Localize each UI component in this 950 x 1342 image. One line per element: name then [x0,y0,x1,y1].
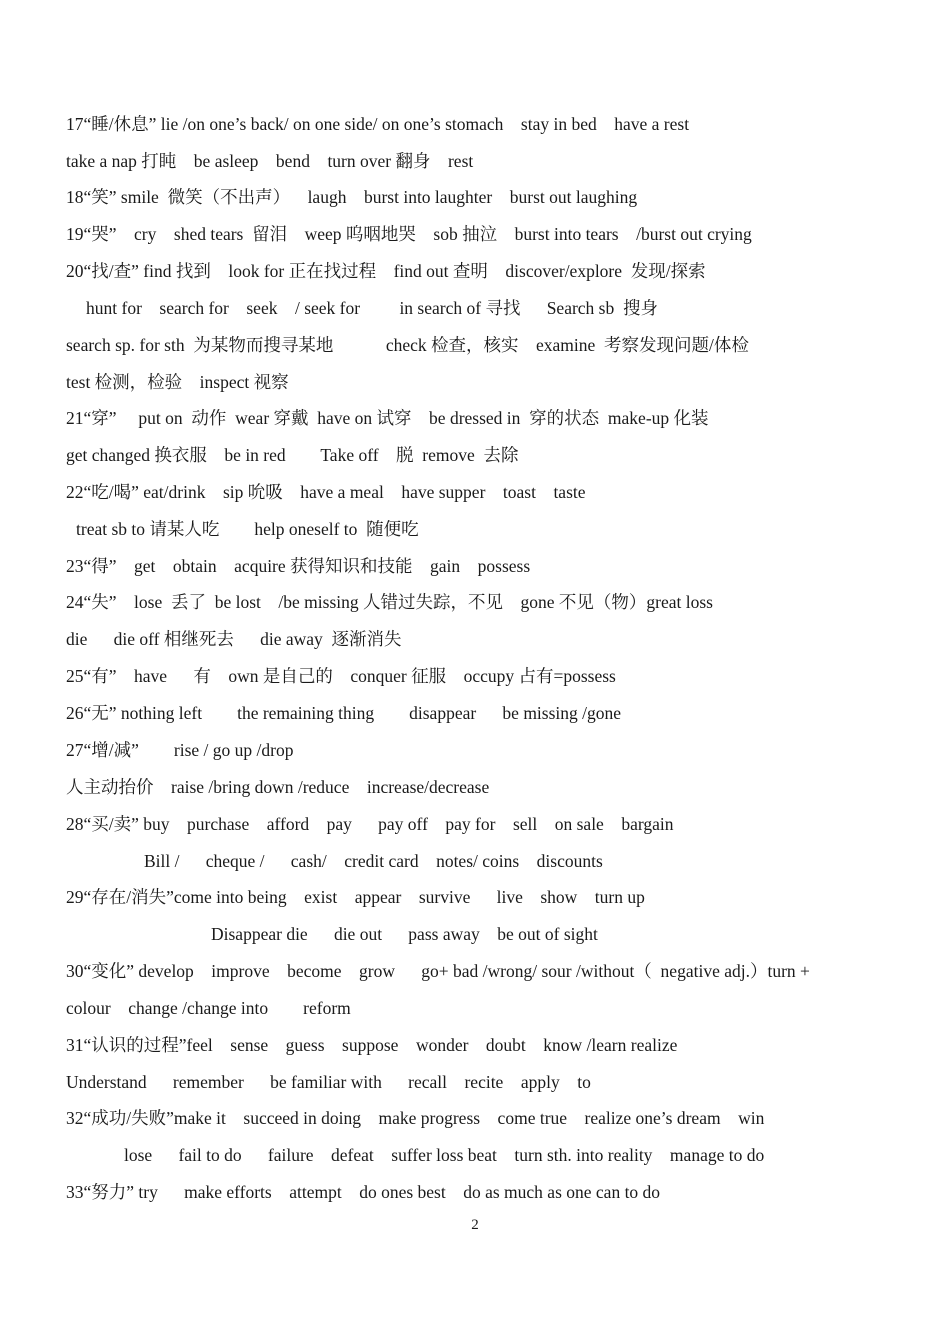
text-line: 29“存在/消失”come into being exist appear survive live show turn up [66,887,645,907]
text-line: 18“笑” smile 微笑（不出声） laugh burst into laughter burst out laughing [66,187,638,207]
text-line: test 检测，检验 inspect 视察 [66,372,289,392]
text-line: hunt for search for seek / seek for in search of 寻找 Search sb 搜身 [86,298,658,318]
text-line: colour change /change into reform [66,998,351,1018]
text-line: Understand remember be familiar with recall recite apply to [66,1072,591,1092]
text-line: 人主动抬价 raise /bring down /reduce increase/decrease [66,777,490,797]
text-line: 28“买/卖” buy purchase afford pay pay off pay for sell on sale bargain [66,814,674,834]
text-line: lose fail to do failure defeat suffer loss beat turn sth. into reality manage to do [124,1145,765,1165]
text-line: 17“睡/休息” lie /on one’s back/ on one side/ on one’s stomach stay in bed have a rest [66,114,690,134]
text-line: 26“无” nothing left the remaining thing disappear be missing /gone [66,703,622,723]
text-line: 21“穿” put on 动作 wear 穿戴 have on 试穿 be dressed in 穿的状态 make-up 化装 [66,408,709,428]
text-line: treat sb to 请某人吃 help oneself to 随便吃 [76,519,419,539]
text-line: Disappear die die out pass away be out of sight [211,924,598,944]
text-line: 27“增/减” rise / go up /drop [66,740,294,760]
text-line: 19“哭” cry shed tears 留泪 weep 呜咽地哭 sob 抽泣 burst into tears /burst out crying [66,224,752,244]
text-line: 25“有” have 有 own 是自己的 conquer 征服 occupy 占有=possess [66,666,616,686]
text-line: 32“成功/失败”make it succeed in doing make progress come true realize one’s dream win [66,1108,765,1128]
page-number: 2 [471,1217,479,1233]
text-line: get changed 换衣服 be in red Take off 脱 remove 去除 [66,445,519,465]
text-line: 31“认识的过程”feel sense guess suppose wonder doubt know /learn realize [66,1035,678,1055]
text-line: 30“变化” develop improve become grow go+ bad /wrong/ sour /without（ negative adj.）turn + [66,961,810,981]
text-line: 33“努力” try make efforts attempt do ones best do as much as one can to do [66,1182,661,1202]
text-line: 23“得” get obtain acquire 获得知识和技能 gain possess [66,556,531,576]
text-line: take a nap 打盹 be asleep bend turn over 翻身 rest [66,151,474,171]
text-line: 24“失” lose 丢了 be lost /be missing 人错过失踪，不见 gone 不见（物）great loss [66,592,713,612]
text-line: search sp. for sth 为某物而搜寻某地 check 检查，核实 examine 考察发现问题/体检 [66,335,749,355]
text-line: Bill / cheque / cash/ credit card notes/ coins discounts [144,851,603,871]
text-line: die die off 相继死去 die away 逐渐消失 [66,629,402,649]
text-line: 20“找/查” find 找到 look for 正在找过程 find out 查明 discover/explore 发现/探索 [66,261,706,281]
text-line: 22“吃/喝” eat/drink sip 吮吸 have a meal have supper toast taste [66,482,586,502]
